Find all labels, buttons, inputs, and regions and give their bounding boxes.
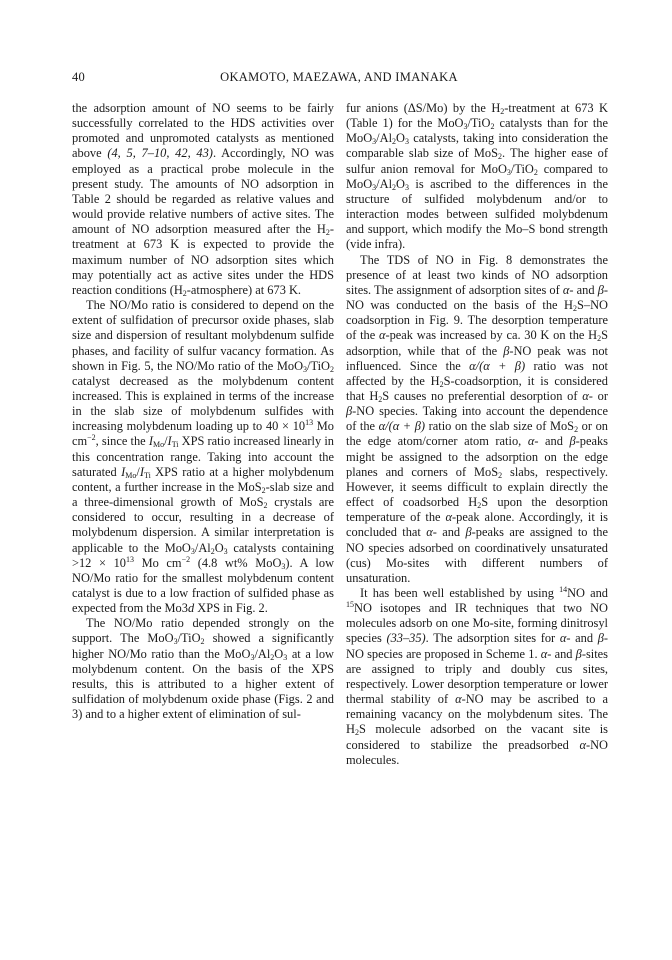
paragraph-tds: The TDS of NO in Fig. 8 demonstrates the presence of at least two kinds of NO adsorption sites. The assignment of adsorption sites of α- and β-NO was conducted on the basis of the $H_2S-NO$ coadsorption in Fig. 9. The desorption temperature of the α-peak was increased by ca. 30 K on the $H_2S$ adsorption, while that of the β-NO peak was not influenced. Since the α/(α + β) ratio was not affected by the $H_2S$-coadsorption, it is considered that $H_2S$ causes no preferential desorption of α- or β-NO species. Taking into account the dependence of the α/(α + β) ratio on the slab size of MoS$_2$ or on the edge atom/corner atom ratio, α- and β-peaks might be assigned to the adsorption on the edge planes and corners of MoS$_2$ slabs, respectively. However, it seems difficult to explain directly the effect of coadsorbed $H_2S$ upon the desorption temperature of the α-peak alone. Accordingly, it is concluded that α- and β-peaks are assigned to the NO species adsorbed on coordinatively unsaturated (cus) Mo-sites with different numbers of unsaturation. (346, 252, 609, 585)
paragraph-no-mo-ratio: The NO/Mo ratio is considered to depend on the extent of sulfidation of precursor oxide phases, slab size and dispersion of resultant molybdenum sulfide phases, and facility of sulfur vacancy formation. As shown in Fig. 5, the NO/Mo ratio of the MoO$_3$/TiO$_2$ catalyst decreased as the molybdenum content increased. This is explained in terms of the increase in the slab size of molybdenum sulfides with increasing molybdenum loading up to $40 \times 10^{13}$ Mo $cm^{-2}$, since the $I_{Mo}/I_{Ti}$ XPS ratio increased linearly in this concentration range. Taking into account the saturated $I_{Mo}/I_{Ti}$ XPS ratio at a higher molybdenum content, a further increase in the MoS$_2$-slab size and a three-dimensional growth of MoS$_2$ crystals are considered to occur, resulting in a decrease of molybdenum dispersion. A similar interpretation is applicable to the $MoO_3/Al_2O_3$ catalysts containing $>12 \times 10^{13}$ Mo $cm^{-2}$ (4.8 wt% MoO$_3$). A low NO/Mo ratio for the smallest molybdenum content catalyst is due to a low fraction of sulfided phase as expected from the Mo3d XPS in Fig. 2. (72, 298, 335, 616)
paragraph-continued-right: fur anions (ΔS/Mo) by the $H_2$-treatment at 673 K (Table 1) for the MoO$_3$/TiO$_2$ catalysts than for the $MoO_3/Al_2O_3$ catalysts, taking into consideration the comparable slab size of MoS$_2$. The higher ease of sulfur anion removal for MoO$_3$/TiO$_2$ compared to $MoO_3/Al_2O_3$ is ascribed to the differences in the structure of sulfided molybdenum and/or to interaction modes between sulfided molybdenum and support, which modify the Mo–S bond strength (vide infra). (346, 101, 609, 252)
page-header (72, 70, 606, 88)
right-column (346, 101, 608, 768)
page-number: 40 (72, 70, 86, 84)
paragraph-support-dependence: The NO/Mo ratio depended strongly on the support. The MoO$_3$/TiO$_2$ showed a significantly higher NO/Mo ratio than the $MoO_3/Al_2O_3$ at a low molybdenum content. On the basis of the XPS results, this is attributed to a higher extent of sulfidation of molybdenum oxide phase (Figs. 2 and 3) and to a higher extent of elimination of sul- (72, 616, 334, 722)
left-column (72, 101, 334, 722)
running-head: OKAMOTO, MAEZAWA, AND IMANAKA (220, 70, 458, 84)
paragraph-dinitrosyl: It has been well established by using $^{14}$NO and $^{15}$NO isotopes and IR techniques that two NO molecules adsorb on one Mo-site, forming dinitrosyl species (33–35). The adsorption sites for α- and β-NO species are proposed in Scheme 1. α- and β-sites are assigned to triply and doubly cus sites, respectively. Lower desorption temperature or lower thermal stability of α-NO may be ascribed to a remaining vacancy on the molybdenum sites. The $H_2S$ molecule adsorbed on the vacant site is considered to stabilize the preadsorbed α-NO molecules. (346, 585, 608, 767)
paragraph-continued: the adsorption amount of NO seems to be fairly successfully correlated to the HDS activities over promoted and unpromoted catalysts as mentioned above (4, 5, 7–10, 42, 43). Accordingly, NO was employed as a practical probe molecule in the present study. The amounts of NO adsorption in Table 2 should be regarded as relative values and would provide relative numbers of active sites. The amount of NO adsorption measured after the $H_2$-treatment at 673 K is expected to provide the maximum number of NO adsorption sites which may potentially act as active sites under the HDS reaction conditions $(H_2-atmosphere)$ at 673 K. (72, 101, 334, 298)
